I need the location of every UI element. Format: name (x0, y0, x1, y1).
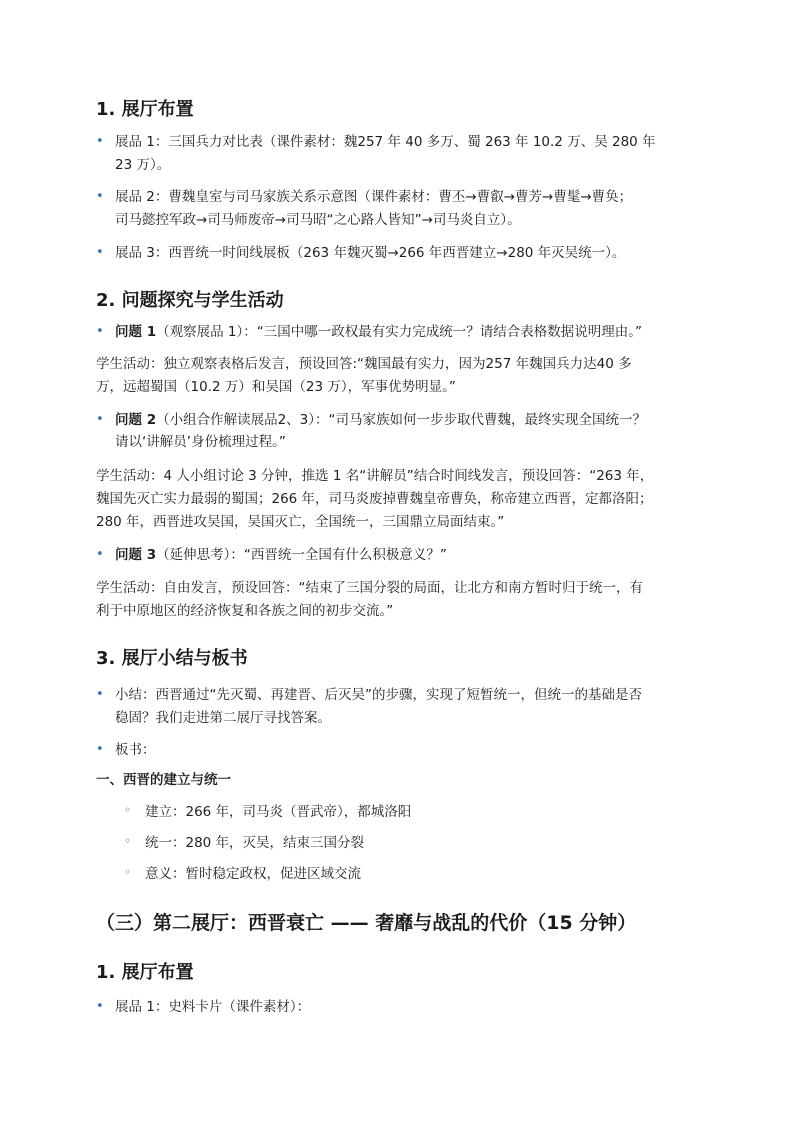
exhibit-item-1-second-hall: 展品 1：史料卡片（课件素材）： (115, 999, 311, 1015)
bullet-icon: • (96, 412, 104, 427)
section-heading-exhibit-layout: 1. 展厅布置 (96, 99, 194, 120)
bullet-icon: • (96, 687, 104, 702)
answer-3-line-1: 学生活动：自由发言，预设回答：“结束了三国分裂的局面，让北方和南方暂时归于统一，有 (96, 580, 643, 596)
question-2-line-2: 请以‘讲解员’身份梳理过程。” (115, 434, 286, 450)
question-3 (115, 544, 447, 566)
board-item: 意义：暂时稳定政权，促进区域交流 (145, 866, 361, 882)
exhibit-item-1-line-1: 展品 1：三国兵力对比表（课件素材：魏257 年 40 多万、蜀 263 年 10.2 万、吴 280 年 (115, 134, 656, 150)
question-2-text: （小组合作解读展品2、3）：“司马家族如何一步步取代曹魏，最终实现全国统一？ (156, 412, 647, 428)
board-item: 统一：280 年，灭吴，结束三国分裂 (145, 835, 365, 851)
question-1 (115, 321, 642, 343)
exhibit-item-2-line-1: 展品 2：曹魏皇室与司马家族关系示意图（课件素材：曹丕→曹叡→曹芳→曹髦→曹奂； (115, 189, 633, 205)
bullet-icon: • (96, 999, 104, 1014)
question-2-line-1 (115, 409, 646, 431)
answer-2-line-3: 280 年，西晋进攻吴国，吴国灭亡，全国统一，三国鼎立局面结束。” (96, 514, 505, 530)
bullet-icon: • (96, 189, 104, 204)
section-heading-summary: 3. 展厅小结与板书 (96, 648, 248, 669)
exhibit-item-3: 展品 3：西晋统一时间线展板（263 年魏灭蜀→266 年西晋建立→280 年灭吴统一）。 (115, 245, 626, 261)
board-label: 板书： (115, 742, 156, 758)
section-heading-inquiry: 2. 问题探究与学生活动 (96, 290, 284, 311)
question-3-label: 问题 3 (115, 547, 157, 563)
answer-1-line-1: 学生活动：独立观察表格后发言，预设回答:“魏国最有实力，因为257 年魏国兵力达40 多 (96, 356, 632, 372)
exhibit-item-1-line-2: 23 万）。 (115, 157, 171, 173)
question-2-label: 问题 2 (115, 412, 157, 428)
answer-1-line-2: 万，远超蜀国（10.2 万）和吴国（23 万），军事优势明显。” (96, 379, 456, 395)
board-title: 一、西晋的建立与统一 (96, 772, 231, 788)
question-1-text: （观察展品 1）：“三国中哪一政权最有实力完成统一？请结合表格数据说明理由。” (156, 324, 642, 340)
circle-bullet-icon: ◦ (124, 865, 132, 879)
answer-2-line-1: 学生活动：4 人小组讨论 3 分钟，推选 1 名“讲解员”结合时间线发言，预设回答：“263 年， (96, 468, 654, 484)
question-3-text: （延伸思考）：“西晋统一全国有什么积极意义？” (156, 547, 447, 563)
summary-line-1: 小结：西晋通过“先灭蜀、再建晋、后灭吴”的步骤，实现了短暂统一，但统一的基础是否 (115, 687, 642, 703)
section-heading-exhibit-layout-2: 1. 展厅布置 (96, 962, 194, 983)
board-item: 建立：266 年，司马炎（晋武帝），都城洛阳 (145, 804, 412, 820)
question-1-label: 问题 1 (115, 324, 157, 340)
exhibit-item-2-line-2: 司马懿控军政→司马师废帝→司马昭“之心路人皆知”→司马炎自立）。 (115, 212, 521, 228)
bullet-icon: • (96, 742, 104, 757)
bullet-icon: • (96, 245, 104, 260)
circle-bullet-icon: ◦ (124, 834, 132, 848)
section-title-second-hall: （三）第二展厅：西晋衰亡 —— 奢靡与战乱的代价（15 分钟） (96, 912, 637, 934)
summary-line-2: 稳固？我们走进第二展厅寻找答案。 (115, 710, 331, 726)
bullet-icon: • (96, 134, 104, 149)
circle-bullet-icon: ◦ (124, 803, 132, 817)
answer-3-line-2: 利于中原地区的经济恢复和各族之间的初步交流。” (96, 603, 394, 619)
bullet-icon: • (96, 324, 104, 339)
answer-2-line-2: 魏国先灭亡实力最弱的蜀国；266 年，司马炎废掉曹魏皇帝曹奂，称帝建立西晋，定都洛阳； (96, 491, 653, 507)
bullet-icon: • (96, 547, 104, 562)
